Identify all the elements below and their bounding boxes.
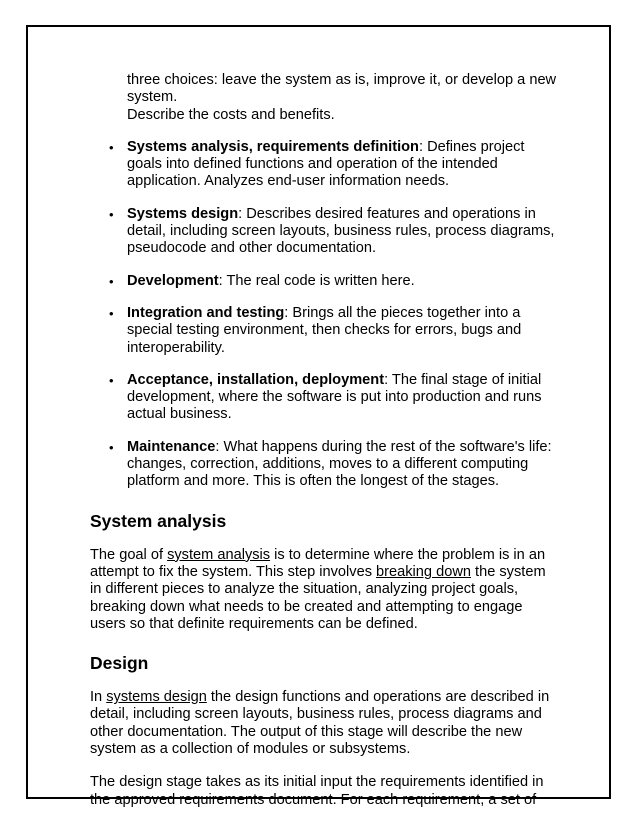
systems-design-link[interactable]: systems design <box>106 689 207 706</box>
breaking-down-link[interactable]: breaking down <box>376 563 471 580</box>
text-run: the design functions and operations are described in detail, including screen layouts, business rules, process diagrams and other documentation. The output of this stage will describe the new system as a collection of modules or subsystems. <box>90 689 550 758</box>
text-run: is to determine where the problem is in an attempt to fix the system. This step involves <box>90 546 546 580</box>
bullet-icon: • <box>109 139 114 155</box>
system-analysis-link[interactable]: system analysis <box>167 546 271 563</box>
bullet-icon: • <box>109 372 114 388</box>
phase-description: : Describes desired features and operations in detail, including screen layouts, business rules, process diagrams, pseudocode and other documentation. <box>127 205 555 257</box>
bullet-icon: • <box>109 273 114 289</box>
document-body <box>90 72 560 825</box>
phase-term: Systems design <box>127 205 239 222</box>
bullet-icon: • <box>109 305 114 321</box>
text-run: the system in different pieces to analyze the situation, analyzing project goals, breaking down what needs to be created and attempting to engage users so that definite requirements can be defined. <box>90 563 546 632</box>
phase-description: : Brings all the pieces together into a special testing environment, then checks for errors, bugs and interoperability. <box>127 304 522 356</box>
phase-term: Maintenance <box>127 438 216 455</box>
bullet-icon: • <box>109 439 114 455</box>
section-heading-system-analysis: System analysis <box>90 510 227 531</box>
intro-line-1: three choices: leave the system as is, improve it, or develop a new system. <box>127 72 557 106</box>
phase-term: Integration and testing <box>127 304 285 321</box>
phase-term: Development <box>127 272 219 289</box>
text-run: In <box>90 689 107 706</box>
sdlc-phase-list <box>90 139 560 491</box>
design-paragraph-1 <box>90 689 560 758</box>
phase-term: Acceptance, installation, deployment <box>127 371 385 388</box>
list-item <box>90 439 560 491</box>
phase-description: : The real code is written here. <box>218 272 415 289</box>
list-item <box>90 372 560 424</box>
text-run: The goal of <box>90 546 168 563</box>
phase-description: : Defines project goals into defined functions and operation of the intended application. Analyzes end-user information needs. <box>127 138 525 190</box>
phase-term: Systems analysis, requirements definition <box>127 138 419 155</box>
system-analysis-paragraph <box>90 547 560 633</box>
intro-line-2: Describe the costs and benefits. <box>127 106 335 123</box>
intro-text <box>127 72 560 124</box>
bullet-icon: • <box>109 206 114 222</box>
list-item <box>90 305 560 357</box>
section-heading-design: Design <box>90 653 149 674</box>
list-item <box>90 139 560 191</box>
phase-description: : What happens during the rest of the software's life: changes, correction, additions, moves to a different computing platform and more. This is often the longest of the stages. <box>127 438 552 490</box>
list-item <box>90 273 560 290</box>
list-item <box>90 206 560 258</box>
design-paragraph-2: The design stage takes as its initial input the requirements identified in the approved requirements document. For each requirement, a set of <box>90 774 544 808</box>
phase-description: : The final stage of initial development, where the software is put into production and runs actual business. <box>127 371 542 423</box>
